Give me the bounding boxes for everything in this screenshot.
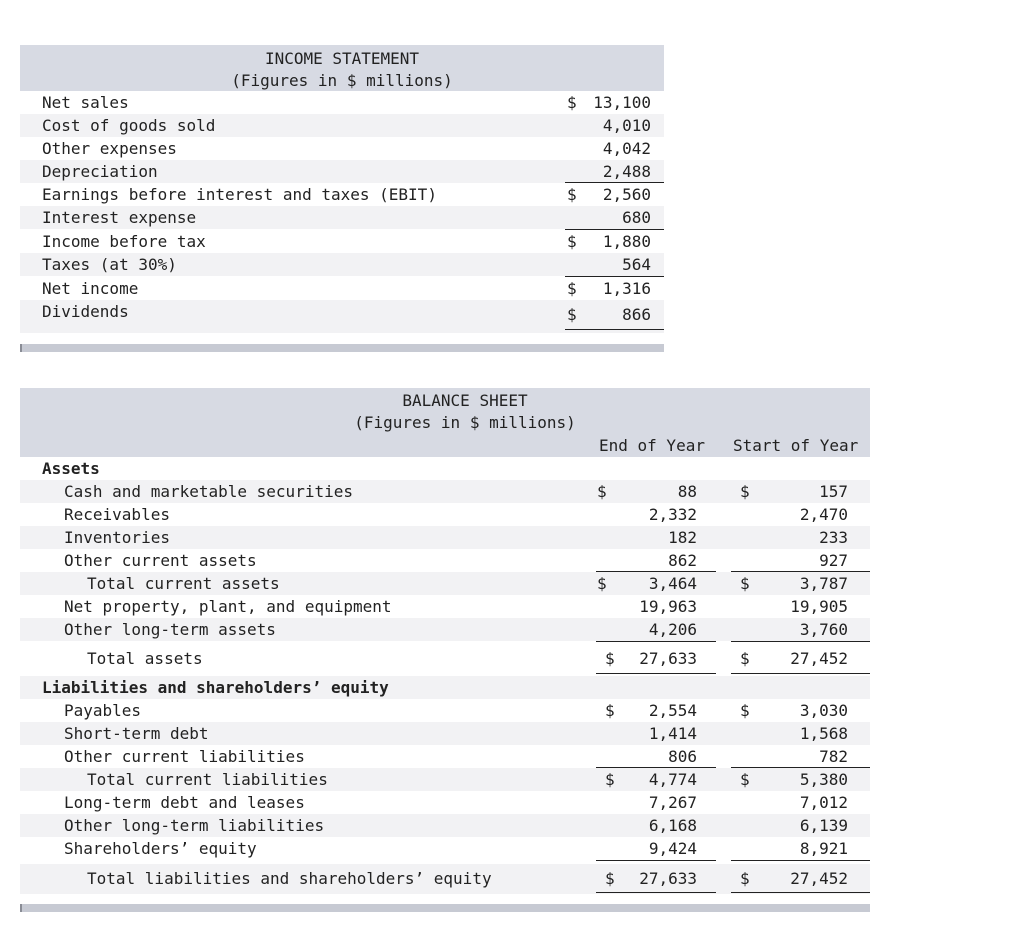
income-label-dividends: Dividends: [42, 302, 129, 321]
total-rule: [731, 673, 870, 674]
bs-label-shareholders-equity: Shareholders’ equity: [64, 839, 257, 858]
bs-dollar: $: [605, 701, 615, 720]
col-header-end-of-year: End of Year: [599, 436, 705, 455]
bs-dollar: $: [597, 574, 607, 593]
bs-start-value: 927: [819, 551, 848, 570]
bs-start-value: 1,568: [799, 724, 848, 743]
balance-title: BALANCE SHEET: [402, 391, 528, 410]
bs-dollar: $: [740, 869, 750, 888]
section-heading-assets: Assets: [42, 459, 100, 478]
income-value: 2,488: [602, 162, 651, 181]
bs-start-value: 7,012: [799, 793, 848, 812]
income-label-ebit: Earnings before interest and taxes (EBIT): [42, 185, 437, 204]
income-value: 680: [622, 208, 651, 227]
subtotal-rule: [565, 182, 664, 183]
bs-end-value: 27,633: [639, 649, 697, 668]
bs-dollar: $: [740, 770, 750, 789]
bs-label-total-current-assets: Total current assets: [87, 574, 280, 593]
table-footer-edge: [20, 904, 22, 912]
bs-label-total-current-liabilities: Total current liabilities: [87, 770, 328, 789]
bs-end-value: 182: [668, 528, 697, 547]
bs-label-other-long-term-assets: Other long-term assets: [64, 620, 276, 639]
income-label-income-before-tax: Income before tax: [42, 232, 206, 251]
table-footer-bar: [20, 904, 870, 912]
bs-start-value: 6,139: [799, 816, 848, 835]
bs-start-value: 19,905: [790, 597, 848, 616]
bs-end-value: 7,267: [648, 793, 697, 812]
income-value: 564: [622, 255, 651, 274]
total-rule: [565, 329, 664, 330]
income-label-cogs: Cost of goods sold: [42, 116, 216, 135]
income-value: 4,010: [602, 116, 651, 135]
bs-end-value: 3,464: [648, 574, 697, 593]
income-dollar: $: [567, 93, 577, 112]
income-title: INCOME STATEMENT: [264, 49, 420, 68]
bs-dollar: $: [740, 701, 750, 720]
income-value: 2,560: [602, 185, 651, 204]
income-dollar: $: [567, 185, 577, 204]
income-label-other-expenses: Other expenses: [42, 139, 177, 158]
bs-label-short-term-debt: Short-term debt: [64, 724, 209, 743]
bs-end-value: 9,424: [648, 839, 697, 858]
income-value: 13,100: [593, 93, 651, 112]
table-footer-bar: [20, 344, 664, 352]
bs-start-value: 5,380: [799, 770, 848, 789]
bs-dollar: $: [597, 482, 607, 501]
balance-subtitle: (Figures in $ millions): [354, 413, 576, 432]
income-dollar: $: [567, 305, 577, 324]
bs-start-value: 157: [819, 482, 848, 501]
bs-start-value: 8,921: [799, 839, 848, 858]
bs-end-value: 2,554: [648, 701, 697, 720]
income-label-depreciation: Depreciation: [42, 162, 158, 181]
subtotal-rule: [565, 229, 664, 230]
subtotal-rule: [731, 571, 870, 572]
income-dollar: $: [567, 279, 577, 298]
bs-start-value: 782: [819, 747, 848, 766]
bs-label-net-ppe: Net property, plant, and equipment: [64, 597, 392, 616]
bs-end-value: 862: [668, 551, 697, 570]
subtotal-rule: [596, 641, 716, 642]
bs-end-value: 19,963: [639, 597, 697, 616]
subtotal-rule: [731, 641, 870, 642]
section-heading-liabilities: Liabilities and shareholders’ equity: [42, 678, 389, 697]
income-value: 866: [622, 305, 651, 324]
bs-label-other-long-term-liabilities: Other long-term liabilities: [64, 816, 325, 835]
bs-label-inventories: Inventories: [64, 528, 170, 547]
table-footer-edge: [20, 344, 22, 352]
bs-end-value: 806: [668, 747, 697, 766]
col-header-start-of-year: Start of Year: [733, 436, 859, 455]
income-label-taxes: Taxes (at 30%): [42, 255, 177, 274]
income-label-interest: Interest expense: [42, 208, 197, 227]
bs-end-value: 6,168: [648, 816, 697, 835]
bs-label-total-assets: Total assets: [87, 649, 203, 668]
bs-end-value: 4,774: [648, 770, 697, 789]
bs-label-long-term-debt: Long-term debt and leases: [64, 793, 305, 812]
bs-label-receivables: Receivables: [64, 505, 170, 524]
bs-start-value: 2,470: [799, 505, 848, 524]
subtotal-rule: [596, 767, 716, 768]
bs-label-other-current-liabilities: Other current liabilities: [64, 747, 305, 766]
bs-label-total-liabilities-equity: Total liabilities and shareholders’ equity: [87, 869, 492, 888]
subtotal-rule: [731, 860, 870, 861]
bs-start-value: 233: [819, 528, 848, 547]
bs-dollar: $: [605, 649, 615, 668]
total-rule: [596, 892, 716, 893]
bs-start-value: 3,787: [799, 574, 848, 593]
income-label-net-sales: Net sales: [42, 93, 129, 112]
bs-end-value: 4,206: [648, 620, 697, 639]
income-dollar: $: [567, 232, 577, 251]
bs-start-value: 27,452: [790, 869, 848, 888]
bs-dollar: $: [740, 649, 750, 668]
bs-start-value: 3,030: [799, 701, 848, 720]
income-value: 4,042: [602, 139, 651, 158]
bs-start-value: 27,452: [790, 649, 848, 668]
bs-end-value: 27,633: [639, 869, 697, 888]
total-rule: [731, 892, 870, 893]
bs-dollar: $: [605, 770, 615, 789]
subtotal-rule: [596, 860, 716, 861]
bs-dollar: $: [605, 869, 615, 888]
bs-label-other-current-assets: Other current assets: [64, 551, 257, 570]
income-subtitle: (Figures in $ millions): [231, 71, 453, 90]
bs-label-cash: Cash and marketable securities: [64, 482, 353, 501]
bs-start-value: 3,760: [799, 620, 848, 639]
subtotal-rule: [731, 767, 870, 768]
income-value: 1,880: [602, 232, 651, 251]
bs-dollar: $: [740, 574, 750, 593]
bs-end-value: 88: [677, 482, 697, 501]
bs-end-value: 2,332: [648, 505, 697, 524]
bs-end-value: 1,414: [648, 724, 697, 743]
bs-label-payables: Payables: [64, 701, 142, 720]
subtotal-rule: [565, 276, 664, 277]
income-label-net-income: Net income: [42, 279, 139, 298]
total-rule: [596, 673, 716, 674]
bs-dollar: $: [740, 482, 750, 501]
subtotal-rule: [596, 571, 716, 572]
income-value: 1,316: [602, 279, 651, 298]
